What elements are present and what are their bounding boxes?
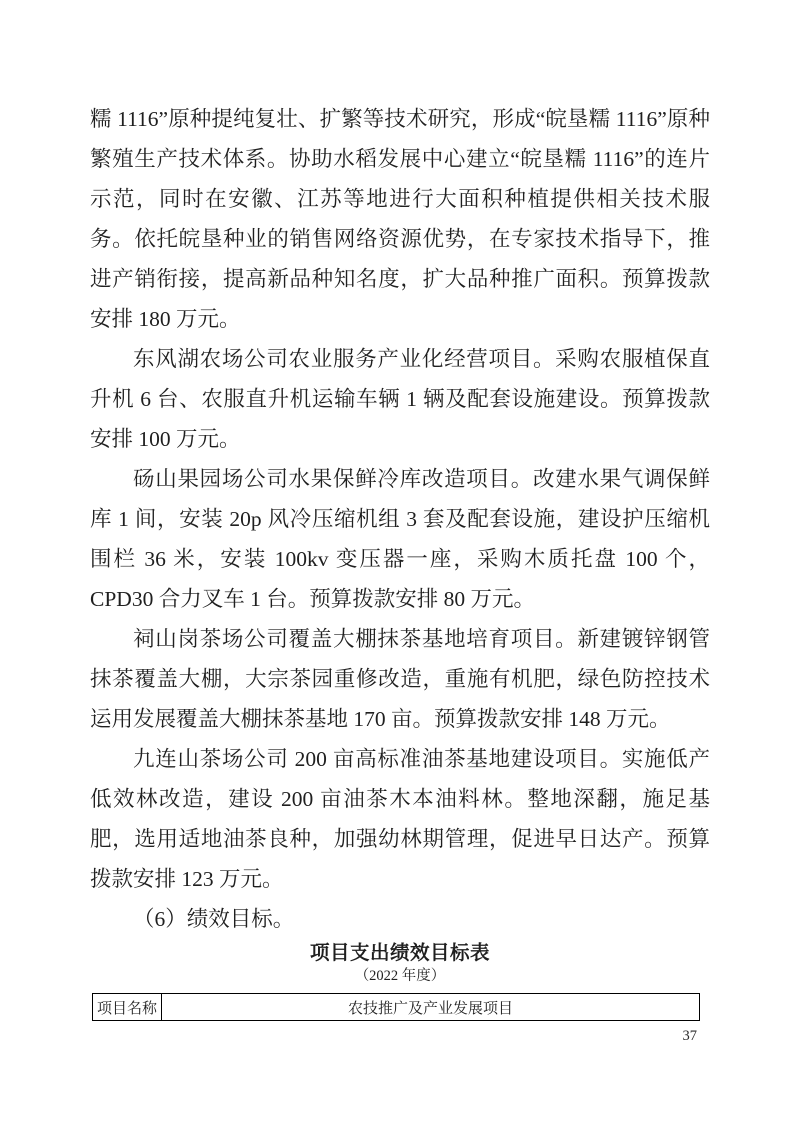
table-row	[93, 994, 700, 1021]
paragraph: 祠山岗茶场公司覆盖大棚抹茶基地培育项目。新建镀锌钢管抹茶覆盖大棚，大宗茶园重修改造，重施有机肥，绿色防控技术运用发展覆盖大棚抹茶基地 170 亩。预算拨款安排 148 万元。	[90, 627, 710, 731]
paragraph: 九连山茶场公司 200 亩高标准油茶基地建设项目。实施低产低效林改造，建设 200 亩油茶木本油料林。整地深翻，施足基肥，选用适地油茶良种，加强幼林期管理，促进早日达产。预算拨款安排 123 万元。	[90, 747, 710, 891]
performance-target-table	[92, 993, 700, 1021]
table-value-cell: 农技推广及产业发展项目	[162, 994, 700, 1021]
document-content-column	[90, 99, 710, 1044]
paragraph: 东风湖农场公司农业服务产业化经营项目。采购农服植保直升机 6 台、农服直升机运输车辆 1 辆及配套设施建设。预算拨款安排 100 万元。	[90, 347, 710, 451]
table-title: 项目支出绩效目标表	[309, 942, 490, 964]
table-subtitle: （2022 年度）	[354, 968, 446, 984]
paragraph: 糯 1116”原种提纯复壮、扩繁等技术研究，形成“皖垦糯 1116”原种繁殖生产技术体系。协助水稻发展中心建立“皖垦糯 1116”的连片示范，同时在安徽、江苏等地进行大面积种植提供相关技术服务。依托皖垦种业的销售网络资源优势，在专家技术指导下，推进产销衔接，提高新品种知名度，扩大品种推广面积。预算拨款安排 180 万元。	[90, 107, 710, 331]
section-heading: （6）绩效目标。	[133, 907, 295, 931]
paragraph: 砀山果园场公司水果保鲜冷库改造项目。改建水果气调保鲜库 1 间，安装 20p 风冷压缩机组 3 套及配套设施，建设护压缩机围栏 36 米，安装 100kv 变压器一座，采购木质托盘 100 个，CPD30 合力叉车 1 台。预算拨款安排 80 万元。	[90, 467, 710, 611]
table-label-cell: 项目名称	[93, 994, 162, 1021]
page-number: 37	[682, 1028, 697, 1044]
